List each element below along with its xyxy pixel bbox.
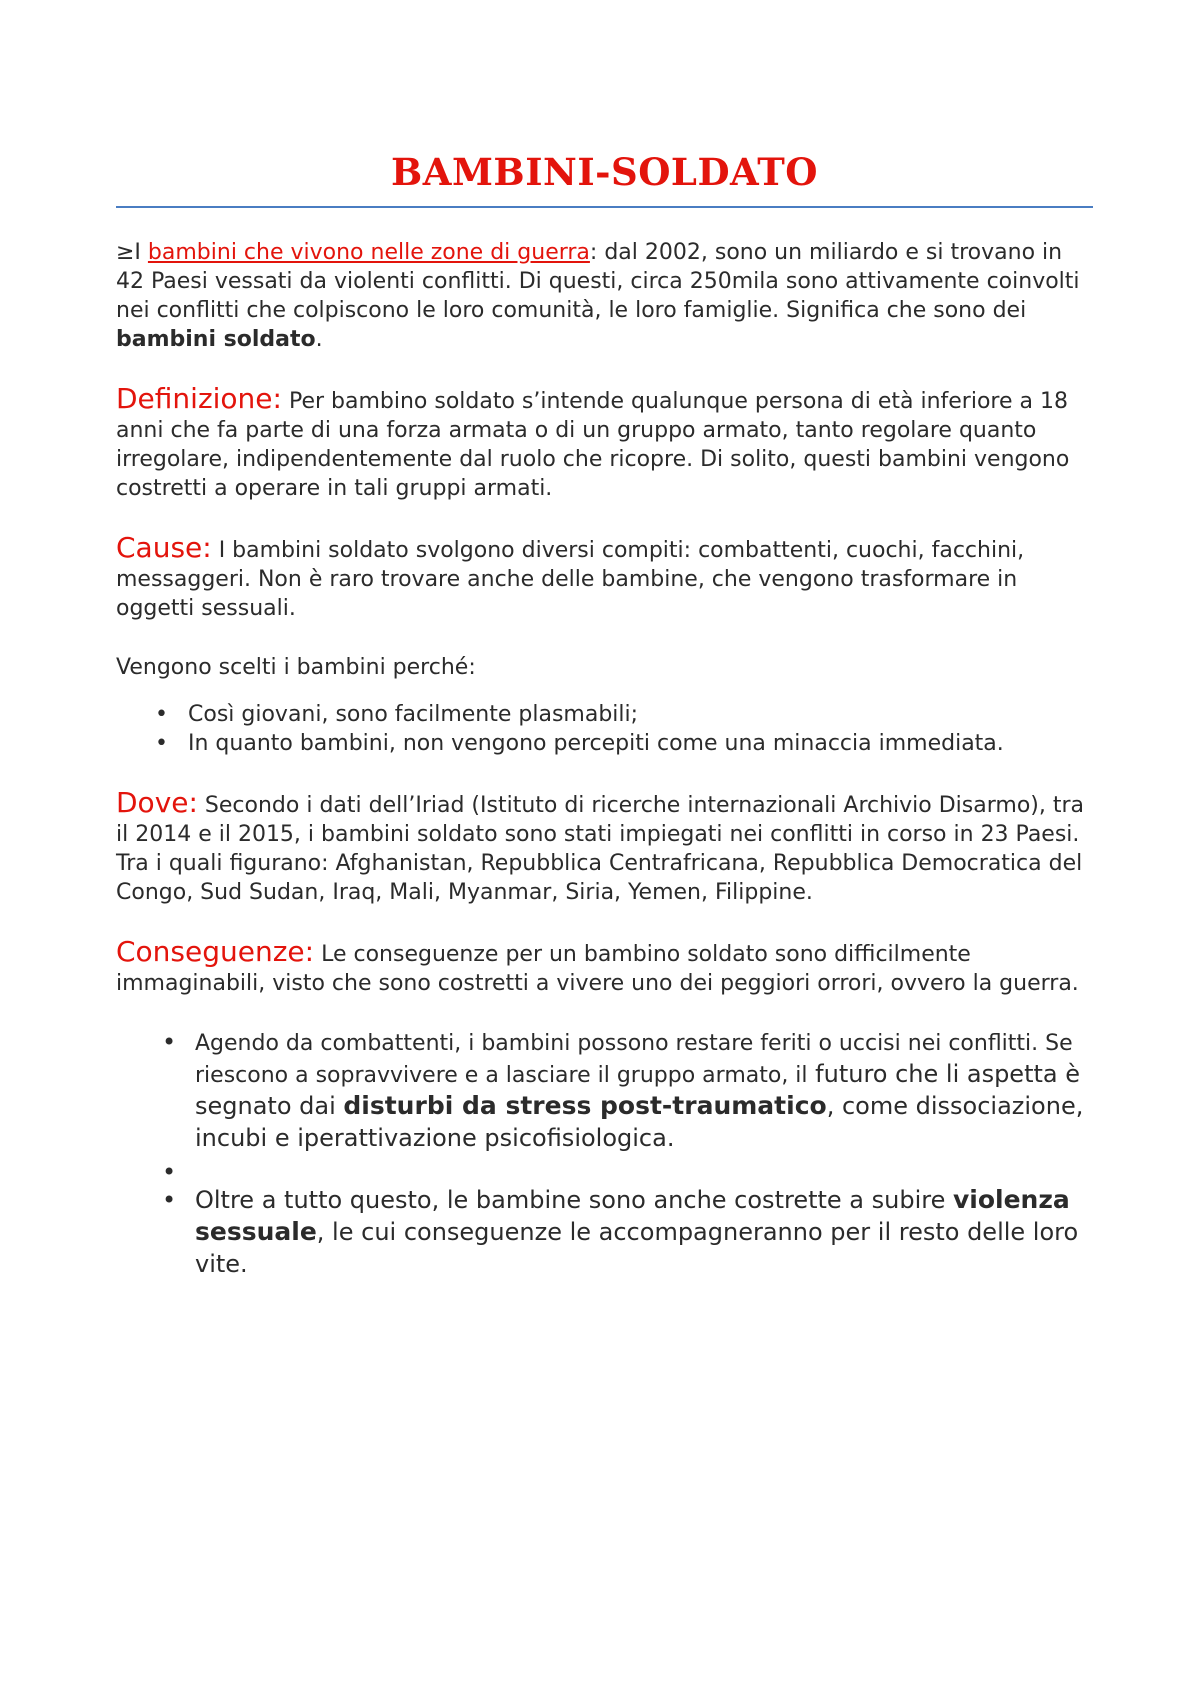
cause-heading: Cause: [116,531,212,564]
definizione-text: Per bambino soldato s’intende qualunque persona di età inferiore a 18 anni che fa parte di una forza armata o di un gruppo armato, tanto regolare quanto irregolare, indipendentemente dal ruolo che ricopre. Di solito, questi bambini vengono costretti a operare in tali gruppi armati. [116,389,1070,501]
dove-paragraph [116,788,1093,907]
intro-text: : dal 2002, sono un miliardo e si trovano in 42 Paesi vessati da violenti conflitti. Di questi, circa 250mila sono attivamente coinvolti nei conflitti che colpiscono le loro comunità, le loro famiglie. Significa che sono dei [116,240,1080,323]
perche-list [116,700,1093,758]
bullet-icon: • [162,1186,177,1214]
bullet-icon: • [155,702,168,727]
conseguenze-text: Le conseguenze per un bambino soldato sono difficilmente immaginabili, visto che sono costretti a vivere uno dei peggiori orrori, ovvero la guerra. [116,942,1079,996]
title-underline [116,206,1093,208]
list-item-bold: disturbi da stress post-traumatico [343,1091,827,1120]
list-item [162,1184,1093,1280]
cause-paragraph [116,533,1093,623]
intro-paragraph [116,238,1093,354]
conseguenze-paragraph [116,937,1093,998]
list-item [155,729,1093,758]
bullet-icon: • [162,1158,177,1186]
definizione-heading: Definizione: [116,382,282,415]
cause-text: I bambini soldato svolgono diversi compiti: combattenti, cuochi, facchini, messaggeri. Non è raro trovare anche delle bambine, che vengono trasformare in oggetti sessuali. [116,538,1025,621]
document-page [116,0,1093,1280]
bullet-icon: • [162,1028,177,1056]
definizione-paragraph [116,384,1093,503]
intro-link[interactable]: bambini che vivono nelle zone di guerra [147,240,590,265]
intro-bold-text: bambini soldato [116,327,316,352]
list-item [155,700,1093,729]
perche-intro: Vengono scelti i bambini perché: [116,655,476,680]
intro-end: . [315,327,323,352]
list-item [162,1156,1093,1186]
document-title: BAMBINI-SOLDATO [390,150,818,194]
dove-heading: Dove: [116,786,198,819]
list-item [162,1026,1093,1154]
list-item-text: , come dissociazione, incubi e iperattivazione psicofisiologica. [195,1092,1084,1152]
list-item-text: In quanto bambini, non vengono percepiti come una minaccia immediata. [188,731,1004,756]
intro-prefix: ≥I [116,240,148,265]
list-item-text: , le cui conseguenze le accompagneranno per il resto delle loro vite. [195,1218,1079,1278]
conseguenze-list [116,1026,1093,1280]
conseguenze-heading: Conseguenze: [116,935,315,968]
list-item-bold: violenza sessuale [195,1185,1070,1246]
list-item-text: futuro che li aspetta è segnato dai [195,1060,1080,1120]
list-item-text: Agendo da combattenti, i bambini possono restare feriti o uccisi nei conflitti. Se riescono a sopravvivere e a lasciare il gruppo armato, il [195,1031,1073,1088]
list-item-text: Così giovani, sono facilmente plasmabili; [188,702,639,727]
list-item-text: Oltre a tutto questo, le bambine sono anche costrette a subire [195,1186,953,1214]
dove-text: Secondo i dati dell’Iriad (Istituto di ricerche internazionali Archivio Disarmo), tra il 2014 e il 2015, i bambini soldato sono stati impiegati nei conflitti in corso in 23 Paesi. Tra i quali figurano: Afghanistan, Repubblica Centrafricana, Repubblica Democratica del Congo, Sud Sudan, Iraq, Mali, Myanmar, Siria, Yemen, Filippine. [116,793,1085,905]
bullet-icon: • [155,731,168,756]
